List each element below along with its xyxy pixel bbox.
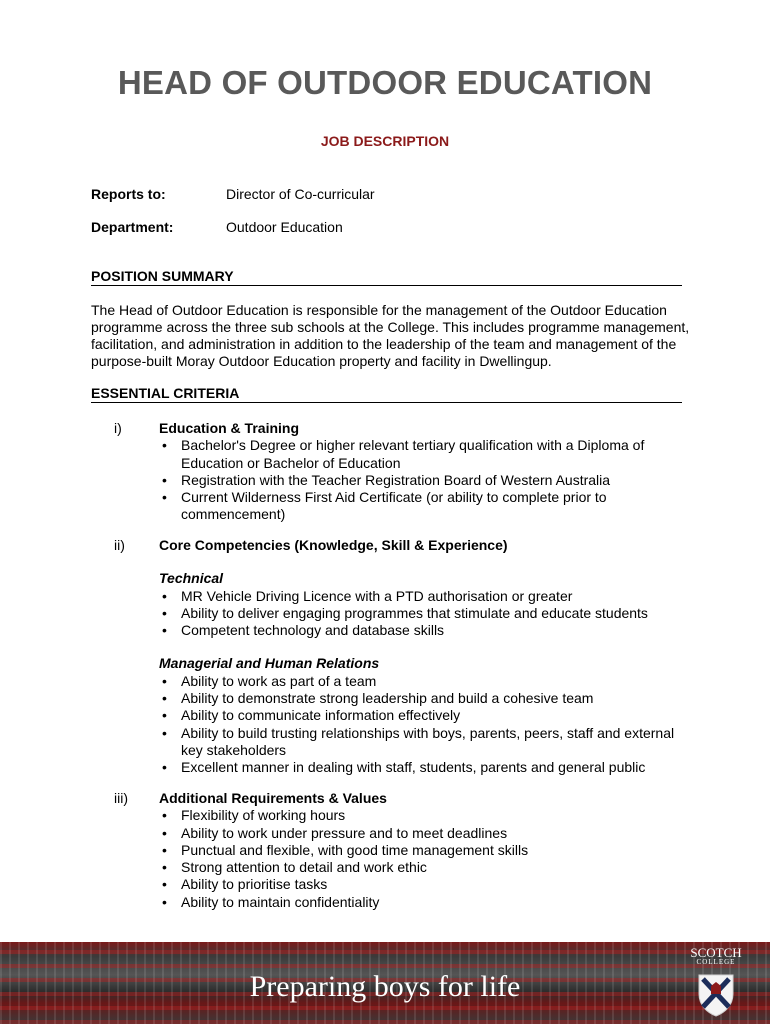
position-summary-text: The Head of Outdoor Education is responsible for the management of the Outdoor Education programme across the three sub schools at the College. This includes programme management, facilitation, and administration in addition to the leadership of the team and management of the purpose-built Moray Outdoor Education property and facility in Dwellingup. <box>91 302 690 369</box>
reports-to-value: Director of Co-curricular <box>226 186 375 202</box>
list-item: • Ability to work as part of a team <box>159 673 679 690</box>
reports-to-label: Reports to: <box>91 186 166 202</box>
education-training-section <box>159 420 679 524</box>
list-item: • Ability to work under pressure and to meet deadlines <box>159 825 679 842</box>
subsection-title: Managerial and Human Relations <box>159 655 380 672</box>
essential-criteria-heading: ESSENTIAL CRITERIA <box>91 385 682 403</box>
section-title: Core Competencies (Knowledge, Skill & Experience) <box>159 537 508 553</box>
list-item: • Ability to maintain confidentiality <box>159 894 679 911</box>
list-item: • Excellent manner in dealing with staff, students, parents and general public <box>159 759 679 776</box>
list-item: • Registration with the Teacher Registration Board of Western Australia <box>159 472 679 489</box>
list-item: • Current Wilderness First Aid Certificate (or ability to complete prior to commencement) <box>159 489 679 524</box>
additional-requirements-section <box>159 790 679 911</box>
list-item: • Strong attention to detail and work ethic <box>159 859 679 876</box>
section-numeral: iii) <box>114 790 128 806</box>
list-item: • Ability to communicate information effectively <box>159 707 679 724</box>
section-numeral: i) <box>114 420 122 436</box>
list-item: • Punctual and flexible, with good time management skills <box>159 842 679 859</box>
department-value: Outdoor Education <box>226 219 343 235</box>
list-item: • Competent technology and database skills <box>159 622 679 639</box>
page-title: HEAD OF OUTDOOR EDUCATION <box>117 64 653 101</box>
core-competencies-section <box>159 537 679 777</box>
footer-tagline: Preparing boys for life <box>249 970 521 1003</box>
subsection-title: Technical <box>159 570 224 587</box>
position-summary-heading: POSITION SUMMARY <box>91 268 682 286</box>
list-item: • Ability to prioritise tasks <box>159 876 679 893</box>
college-crest-icon <box>696 972 736 1018</box>
logo-line-1: SCOTCH <box>690 945 742 960</box>
list-item: • Ability to deliver engaging programmes that stimulate and educate students <box>159 605 679 622</box>
list-item: • Ability to build trusting relationships with boys, parents, peers, staff and external key stakeholders <box>159 725 679 760</box>
list-item: • MR Vehicle Driving Licence with a PTD authorisation or greater <box>159 588 679 605</box>
list-item: • Bachelor's Degree or higher relevant tertiary qualification with a Diploma of Education or Bachelor of Education <box>159 437 679 472</box>
bullet-list <box>159 673 679 777</box>
department-label: Department: <box>91 219 174 235</box>
bullet-list <box>159 437 679 523</box>
logo-line-2: COLLEGE <box>696 958 736 966</box>
college-logo-text <box>686 946 746 966</box>
bullet-list <box>159 588 679 640</box>
section-title: Education & Training <box>159 420 300 436</box>
list-item: • Ability to demonstrate strong leadership and build a cohesive team <box>159 690 679 707</box>
section-title: Additional Requirements & Values <box>159 790 387 806</box>
list-item: • Flexibility of working hours <box>159 807 679 824</box>
footer-banner <box>0 942 770 1024</box>
document-subtitle: JOB DESCRIPTION <box>320 133 450 149</box>
section-numeral: ii) <box>114 537 125 553</box>
bullet-list <box>159 807 679 911</box>
